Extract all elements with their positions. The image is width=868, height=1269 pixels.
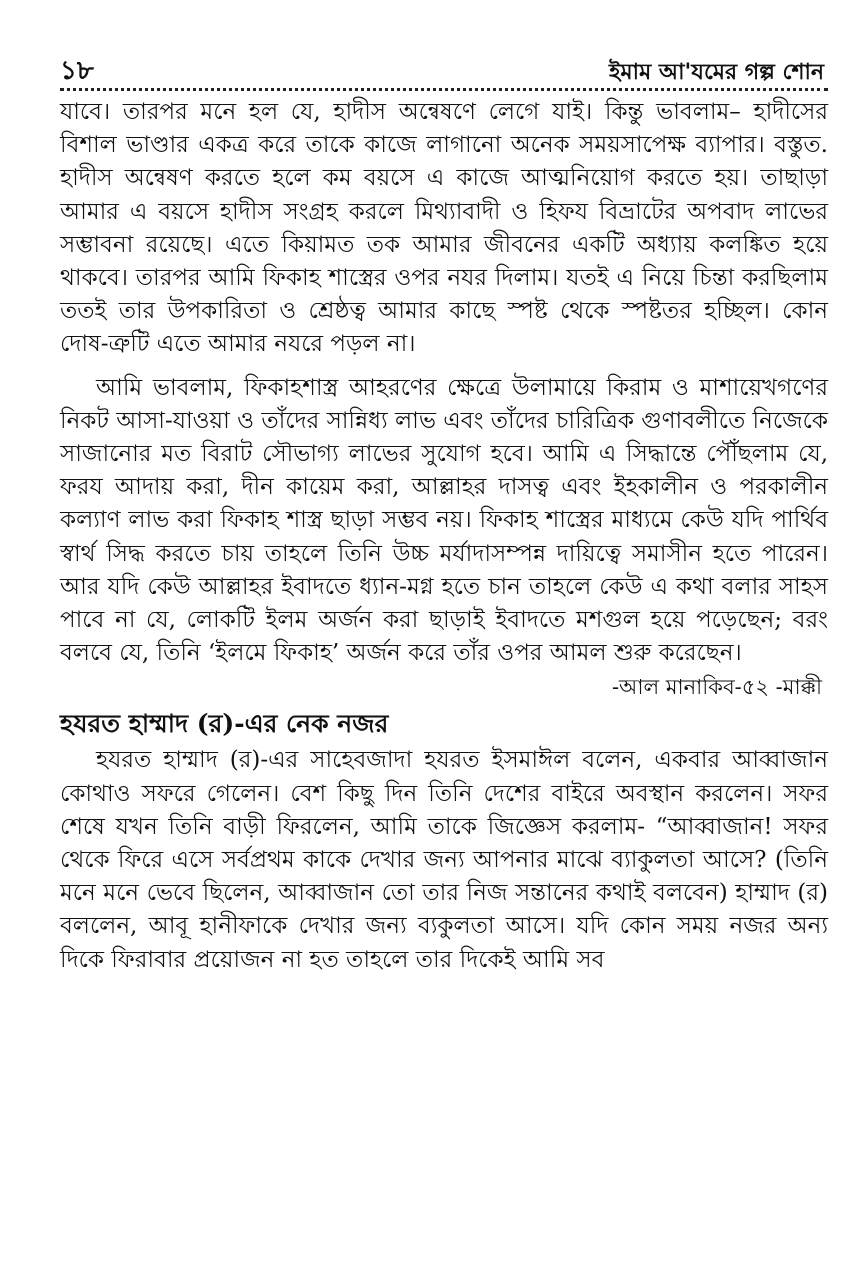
paragraph-1: যাবে। তারপর মনে হল যে, হাদীস অন্বেষণে লেগে যাই। কিন্তু ভাবলাম– হাদীসের বিশাল ভাণ্ডার একত্র করে তাকে কাজে লাগানো অনেক সময়সাপেক্ষ ব্যাপার। বস্তুত. হাদীস অন্বেষণ করতে হলে কম বয়সে এ কাজে আত্মনিয়োগ করতে হয়। তাছাড়া আমার এ বয়সে হাদীস সংগ্রহ করলে মিথ্যাবাদী ও হিফয বিভ্রাটের অপবাদ লাভের সম্ভাবনা রয়েছে। এতে কিয়ামত তক আমার জীবনের একটি অধ্যায় কলঙ্কিত হয়ে থাকবে। তারপর আমি ফিকাহ শাস্ত্রের ওপর নযর দিলাম। যতই এ নিয়ে চিন্তা করছিলাম ততই তার উপকারিতা ও শ্রেষ্ঠত্ব আমার কাছে স্পষ্ট থেকে স্পষ্টতর হচ্ছিল। কোন দোষ-ত্রুটি এতে আমার নযরে পড়ল না। <box>60 99 828 358</box>
section-paragraph: হযরত হাম্মাদ (র)-এর সাহেবজাদা হযরত ইসমাঈল বলেন, একবার আব্বাজান কোথাও সফরে গেলেন। বেশ কিছু দিন তিনি দেশের বাইরে অবস্থান করলেন। সফর শেষে যখন তিনি বাড়ী ফিরলেন, আমি তাকে জিজ্ঞেস করলাম- “আব্বাজান! সফর থেকে ফিরে এসে সর্বপ্রথম কাকে দেখার জন্য আপনার মাঝে ব্যাকুলতা আসে? (তিনি মনে মনে ভেবে ছিলেন, আব্বাজান তো তার নিজ সন্তানের কথাই বলবেন) হাম্মাদ (র) বললেন, আবূ হানীফাকে দেখার জন্য ব্যকুলতা আসে। যদি কোন সময় নজর অন্য দিকে ফিরাবার প্রয়োজন না হত তাহলে তার দিকেই আমি সব <box>60 747 828 973</box>
running-title: ইমাম আ'যমের গল্প শোন <box>608 59 824 85</box>
section-heading: হযরত হাম্মাদ (র)-এর নেক নজর <box>60 709 389 739</box>
citation: -আল মানাকিব-৫২ -মাক্কী <box>611 675 822 700</box>
body-text <box>60 96 828 977</box>
running-header <box>60 52 828 90</box>
dotted-header-rule <box>60 88 828 91</box>
page-number: ১৮ <box>60 56 94 86</box>
paragraph-2: আমি ভাবলাম, ফিকাহশাস্ত্র আহরণের ক্ষেত্রে উলামায়ে কিরাম ও মাশায়েখগণের নিকট আসা-যাওয়া ও তাঁদের সান্নিধ্য লাভ এবং তাঁদের চারিত্রিক গুণাবলীতে নিজেকে সাজানোর মত বিরাট সৌভাগ্য লাভের সুযোগ হবে। আমি এ সিদ্ধান্তে পৌঁছলাম যে, ফরয আদায় করা, দীন কায়েম করা, আল্লাহর দাসত্ব এবং ইহকালীন ও পরকালীন কল্যাণ লাভ করা ফিকাহ শাস্ত্র ছাড়া সম্ভব নয়। ফিকাহ শাস্ত্রের মাধ্যমে কেউ যদি পার্থিব স্বার্থ সিদ্ধ করতে চায় তাহলে তিনি উচ্চ মর্যাদাসম্পন্ন দায়িত্বে সমাসীন হতে পারেন। আর যদি কেউ আল্লাহর ইবাদতে ধ্যান-মগ্ন হতে চান তাহলে কেউ এ কথা বলার সাহস পাবে না যে, লোকটি ইলম অর্জন করা ছাড়াই ইবাদতে মশগুল হয়ে পড়েছেন; বরং বলবে যে, তিনি ‘ইলমে ফিকাহ’ অর্জন করে তাঁর ওপর আমল শুরু করেছেন। <box>60 374 828 667</box>
